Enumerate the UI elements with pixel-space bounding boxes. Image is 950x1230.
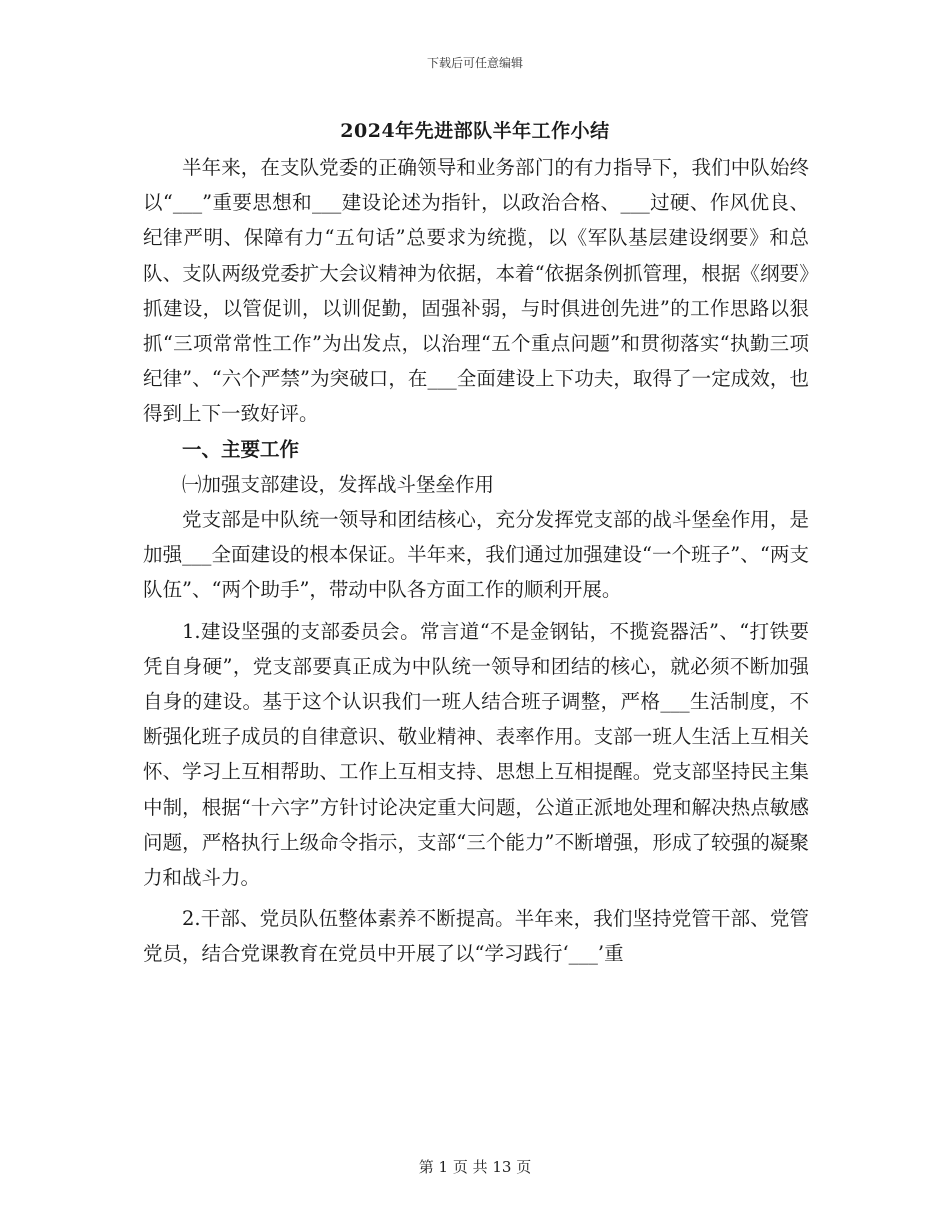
page-title: 2024年先进部队半年工作小结 — [340, 120, 610, 142]
subsection-heading: ㈠加强支部建设，发挥战斗堡垒作用 — [182, 472, 495, 496]
document-body — [143, 150, 809, 972]
body-paragraph: 党支部是中队统一领导和团结核心，充分发挥党支部的战斗堡垒作用，是加强___全面建设的根本保证。半年来，我们通过加强建设“一个班子”、“两支队伍”、“两个助手”，带动中队各方面工作的顺利开展。 — [143, 508, 809, 602]
numbered-item-2: 2.干部、党员队伍整体素养不断提高。半年来，我们坚持党管干部、党管党员，结合党课教育在党员中开展了以“学习践行‘___’重 — [143, 907, 809, 966]
numbered-item-1: 1.建设坚强的支部委员会。常言道“不是金钢钻，不揽瓷器活”、“打铁要凭自身硬”，党支部要真正成为中队统一领导和团结的核心，就必须不断加强自身的建设。基于这个认识我们一班人结合班子调整，严格___生活制度，不断强化班子成员的自律意识、敬业精神、表率作用。支部一班人生活上互相关怀、学习上互相帮助、工作上互相支持、思想上互相提醒。党支部坚持民主集中制，根据“十六字”方针讨论决定重大问题，公道正派地处理和解决热点敏感问题，严格执行上级命令指示，支部“三个能力”不断增强，形成了较强的凝聚力和战斗力。 — [143, 619, 809, 890]
header-note: 下载后可任意编辑 — [426, 56, 523, 70]
section-heading: 一、主要工作 — [182, 437, 300, 461]
page-number-footer: 第 1 页 共 13 页 — [418, 1158, 532, 1176]
intro-paragraph: 半年来，在支队党委的正确领导和业务部门的有力指导下，我们中队始终以“___”重要思想和___建设论述为指针，以政治合格、___过硬、作风优良、纪律严明、保障有力“五句话”总要求为统揽，以《军队基层建设纲要》和总队、支队两级党委扩大会议精神为依据，本着“依据条例抓管理，根据《纲要》抓建设，以管促训，以训促勤，固强补弱，与时俱进创先进”的工作思路以狠抓“三项常常性工作”为出发点，以治理“五个重点问题”和贯彻落实“执勤三项纪律”、“六个严禁”为突破口，在___全面建设上下功夫，取得了一定成效，也得到上下一致好评。 — [143, 156, 809, 426]
